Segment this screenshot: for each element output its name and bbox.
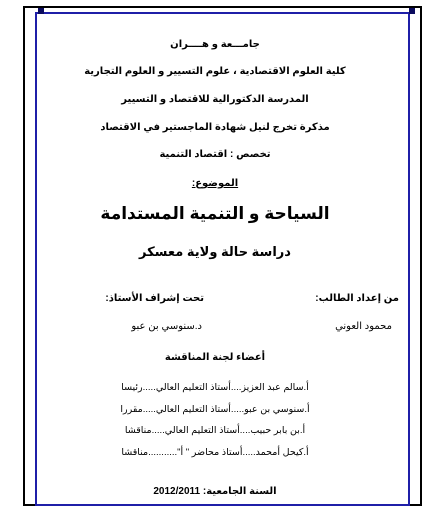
subject-label: الموضوع: [191,178,239,189]
university-name: جامـــعة و هــــران [170,39,260,50]
committee-member: أ.بن بابر حبيب....أستاذ التعليم العالي.....مناقشا [124,425,306,436]
committee-member: أ.كيحل أمحمد.....أستاذ محاضر " أ"...........مناقشا [121,447,309,458]
doctoral-school: المدرسة الدكتورالية للاقتصاد و التسيير [121,94,309,105]
roles-names-row [0,321,430,335]
thesis-title: السياحة و التنمية المستدامة [100,204,330,223]
faculty-name: كلية العلوم الاقتصادية ، علوم التسيير و العلوم التجارية [84,66,346,77]
student-label: من إعداد الطالب: [315,293,399,304]
specialty: تخصص : اقتصاد التنمية [159,149,271,160]
committee-member: أ.سالم عبد العزيز....أستاذ التعليم العالي.....رئيسا [121,382,309,393]
case-study: دراسة حالة ولاية معسكر [139,244,291,259]
supervisor-name: د.سنوسي بن عبو [131,321,202,332]
roles-labels-row [0,293,430,307]
supervisor-label: تحت إشراف الأستاذ: [105,293,204,304]
committee-title: أعضاء لجنة المناقشة [164,352,266,363]
thesis-type: مذكرة تخرج لنيل شهادة الماجستير في الاقتصاد [100,122,330,133]
student-name: محمود العوني [335,321,392,332]
subject-label-line [0,178,430,189]
academic-year: السنة الجامعية: 2012/2011 [153,486,277,497]
committee-member: أ.سنوسي بن عبو.....أستاذ التعليم العالي.....مقررا [120,404,310,415]
